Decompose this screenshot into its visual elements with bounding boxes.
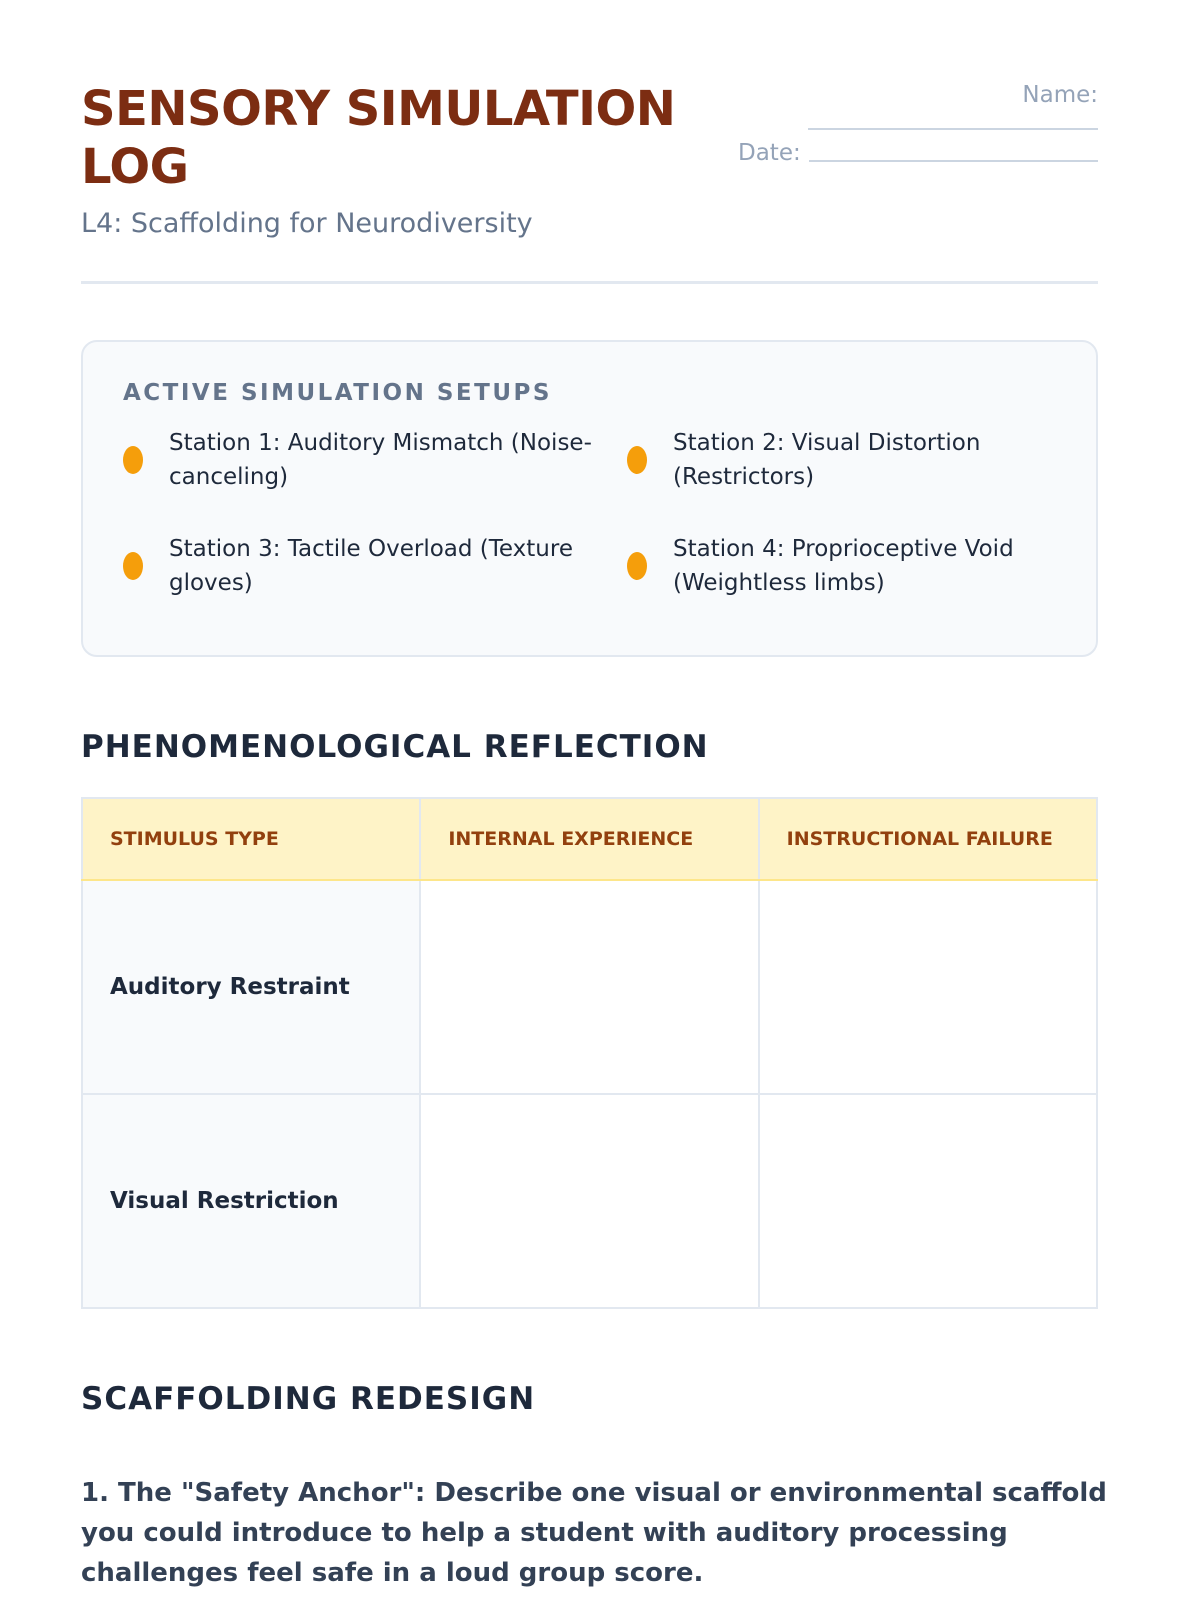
column-header: INTERNAL EXPERIENCE xyxy=(420,798,758,880)
failure-cell[interactable] xyxy=(759,880,1097,1094)
stimulus-cell: Auditory Restraint xyxy=(82,880,420,1094)
station-item-1 xyxy=(123,426,627,494)
header xyxy=(81,0,1098,284)
bullet-dot-icon xyxy=(627,552,647,580)
page-title: SENSORY SIMULATION LOG xyxy=(81,81,676,195)
name-label: Name: xyxy=(1022,82,1098,108)
reflection-title: PHENOMENOLOGICAL REFLECTION xyxy=(81,729,709,765)
simulation-setups-panel xyxy=(81,340,1098,657)
bullet-dot-icon xyxy=(123,552,143,580)
experience-cell[interactable] xyxy=(420,1094,758,1308)
name-field[interactable] xyxy=(808,128,1098,130)
station-item-3 xyxy=(123,532,627,600)
date-label: Date: xyxy=(738,140,801,166)
bullet-dot-icon xyxy=(123,446,143,474)
column-header: STIMULUS TYPE xyxy=(82,798,420,880)
redesign-title: SCAFFOLDING REDESIGN xyxy=(81,1381,536,1417)
student-meta xyxy=(738,82,1098,166)
date-field[interactable] xyxy=(809,160,1098,162)
reflection-table xyxy=(81,797,1098,1309)
column-header: INSTRUCTIONAL FAILURE xyxy=(759,798,1097,880)
station-label: Station 4: Proprioceptive Void (Weightless limbs) xyxy=(673,536,1014,596)
failure-cell[interactable] xyxy=(759,1094,1097,1308)
station-list xyxy=(123,426,1056,600)
table-header-row xyxy=(82,798,1097,880)
experience-cell[interactable] xyxy=(420,880,758,1094)
stimulus-cell: Visual Restriction xyxy=(82,1094,420,1308)
station-item-2 xyxy=(627,426,1097,494)
table-row xyxy=(82,1094,1097,1308)
station-label: Station 1: Auditory Mismatch (Noise-canceling) xyxy=(169,430,592,490)
bullet-dot-icon xyxy=(627,446,647,474)
setups-title: ACTIVE SIMULATION SETUPS xyxy=(123,380,552,406)
page-subtitle: L4: Scaffolding for Neurodiversity xyxy=(81,208,533,239)
table-row xyxy=(82,880,1097,1094)
station-label: Station 3: Tactile Overload (Texture gloves) xyxy=(169,536,573,596)
station-label: Station 2: Visual Distortion (Restrictors) xyxy=(673,430,981,490)
date-row xyxy=(738,140,1098,166)
station-item-4 xyxy=(627,532,1097,600)
redesign-question: 1. The "Safety Anchor": Describe one visual or environmental scaffold you could introduce to help a student with auditory processing challenges feel safe in a loud group score. xyxy=(81,1478,1107,1588)
